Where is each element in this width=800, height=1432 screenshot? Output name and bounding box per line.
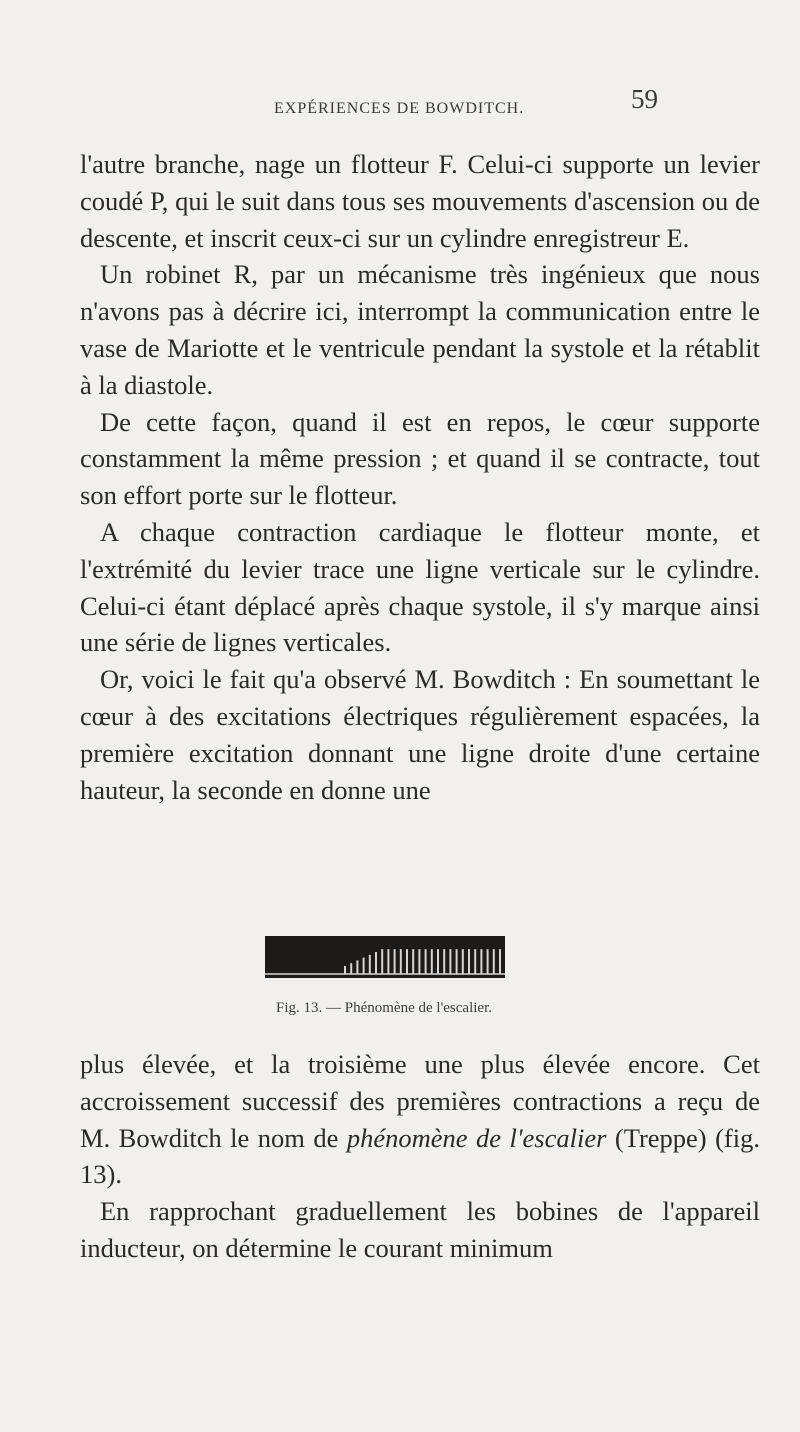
figure-caption: Fig. 13. — Phénomène de l'escalier.: [276, 1000, 492, 1016]
italic-term: phénomène de l'escalier: [346, 1122, 607, 1153]
paragraph: Un robinet R, par un mécanisme très ingénieux que nous n'avons pas à décrire ici, interrompt la communication entre le vase de Mariotte et le ventricule pendant la systole et la rétablit à la diastole.: [80, 259, 760, 400]
paragraph: En rapprochant graduellement les bobines de l'appareil inducteur, on détermine le courant minimum: [80, 1196, 760, 1263]
running-header: EXPÉRIENCES DE BOWDITCH.: [274, 100, 525, 117]
paragraph: Or, voici le fait qu'a observé M. Bowditch : En soumettant le cœur à des excitations électriques régulièrement espacées, la première excitation donnant une ligne droite d'une certaine hauteur, la seconde en donne une: [80, 664, 760, 805]
paragraph: A chaque contraction cardiaque le flotteur monte, et l'extrémité du levier trace une ligne verticale sur le cylindre. Celui-ci étant déplacé après chaque systole, il s'y marque ainsi une série de lignes verticales.: [80, 516, 760, 658]
staircase-figure: [265, 936, 505, 978]
paragraph: [80, 1046, 760, 1193]
body-text-top: [80, 146, 760, 808]
paragraph-text: (Treppe) (fig. 13).: [80, 1122, 760, 1190]
paragraph: l'autre branche, nage un flotteur F. Celui-ci supporte un levier coudé P, qui le suit dans tous ses mouvements d'ascension ou de descente, et inscrit ceux-ci sur un cylindre enregistreur E.: [80, 149, 760, 253]
page-number: 59: [631, 84, 658, 114]
paragraph: De cette façon, quand il est en repos, le cœur supporte constamment la même pression ; et quand il se contracte, tout son effort porte sur le flotteur.: [80, 406, 760, 511]
body-text-bottom: [80, 1046, 760, 1267]
paragraph-text: plus élevée, et la troisième une plus élevée encore. Cet accroissement successif des premières contractions a reçu de M. Bowditch le nom de: [80, 1049, 760, 1153]
